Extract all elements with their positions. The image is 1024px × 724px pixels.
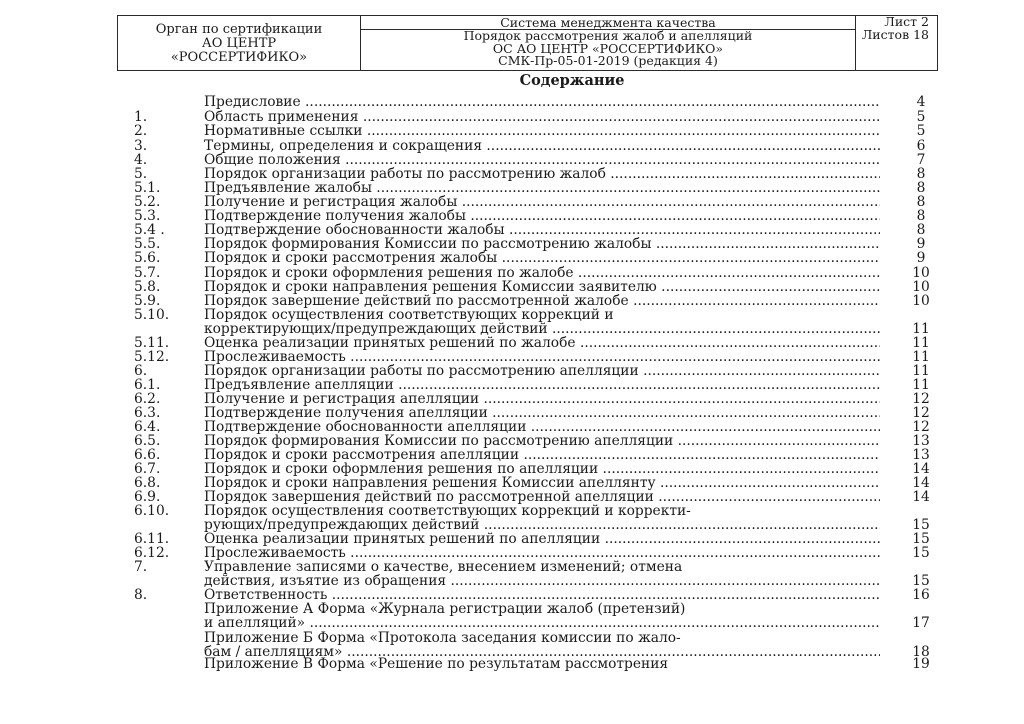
toc-entry-page: 15	[912, 531, 930, 547]
toc-entry-number: 5.7.	[134, 265, 161, 281]
toc-entry-text: Приложение В Форма «Решение по результатам рассмотрения	[204, 657, 669, 672]
org-line-2: АО ЦЕНТР	[201, 36, 277, 51]
header-organization-cell	[118, 16, 361, 70]
toc-entry[interactable]	[0, 139, 1024, 154]
toc-entry-text-line-2: действия, изъятие из обращения .....	[204, 574, 880, 589]
toc-entry[interactable]	[0, 657, 1024, 672]
toc-entry-text: Порядок осуществления соответствующих коррекций и корректи-	[204, 504, 691, 519]
toc-entry-number: 6.12.	[134, 545, 170, 561]
toc-entry-number: 5.9.	[134, 293, 161, 309]
toc-entry-page: 11	[912, 335, 930, 351]
toc-entry-text-line-2: бам / апелляциям» .....	[204, 645, 880, 660]
toc-entry-page: 9	[916, 236, 926, 252]
toc-entry-text: Оценка реализации принятых решений по жалобе .....	[204, 336, 880, 351]
toc-entry-text: Управление записями о качестве, внесением изменений; отмена	[204, 560, 683, 575]
toc-entry-text-line-2: корректирующих/предупреждающих действий .....	[204, 322, 880, 337]
toc-entry-number: 5.2.	[134, 194, 161, 210]
toc-entry-page: 8	[916, 222, 926, 238]
toc-entry-text: Порядок организации работы по рассмотрению апелляции .....	[204, 364, 880, 379]
toc-entry-number: 6.1.	[134, 377, 161, 393]
toc-entry-number: 5.4 .	[134, 222, 165, 238]
toc-entry-text: Приложение А Форма «Журнала регистрации жалоб (претензий)	[204, 602, 686, 617]
toc-entry[interactable]	[0, 95, 1024, 110]
toc-entry-continuation	[0, 616, 1024, 631]
doc-title-line-2: ОС АО ЦЕНТР «РОССЕРТИФИКО»	[492, 40, 724, 56]
toc-entry-number: 3.	[134, 138, 148, 154]
toc-entry-text: Подтверждение получения жалобы .....	[204, 209, 880, 224]
toc-entry-page: 13	[912, 433, 930, 449]
toc-entry-text: Порядок формирования Комиссии по рассмотрению жалобы .....	[204, 237, 880, 252]
toc-entry-text: Получение и регистрация апелляции .....	[204, 392, 880, 407]
toc-entry-page: 14	[912, 475, 930, 491]
toc-entry[interactable]	[0, 546, 1024, 561]
toc-entry-number: 6.6.	[134, 447, 161, 463]
sheet-number: Лист 2	[884, 14, 929, 29]
toc-entry[interactable]	[0, 124, 1024, 139]
toc-entry-number: 2.	[134, 123, 148, 139]
header-document-cell	[361, 16, 856, 70]
toc-entry-number: 5.10.	[134, 307, 170, 323]
toc-entry[interactable]	[0, 251, 1024, 266]
toc-entry-text: Подтверждение обоснованности апелляции .....	[204, 420, 880, 435]
toc-entry-page: 10	[912, 265, 930, 281]
toc-title: Содержание	[519, 72, 625, 89]
toc-entry-number: 5.1.	[134, 180, 161, 196]
doc-title-line-1: Порядок рассмотрения жалоб и апелляций	[463, 28, 753, 43]
toc-entry-number: 6.7.	[134, 461, 161, 477]
toc-entry-text: Порядок завершение действий по рассмотренной жалобе .....	[204, 294, 880, 309]
toc-entry-page: 8	[916, 180, 926, 196]
toc-entry-continuation	[0, 574, 1024, 589]
toc-entry[interactable]	[0, 588, 1024, 603]
toc-entry-number: 5.12.	[134, 349, 170, 365]
toc-entry-page: 4	[916, 94, 926, 110]
toc-entry-page: 13	[912, 447, 930, 463]
toc-entry-number: 5.11.	[134, 335, 170, 351]
toc-entry-page: 8	[916, 194, 926, 210]
toc-entry-text: Порядок и сроки рассмотрения жалобы .....	[204, 251, 880, 266]
toc-entry-page: 6	[916, 138, 926, 154]
toc-entry-page: 11	[912, 377, 930, 393]
toc-entry-number: 5.6.	[134, 250, 161, 266]
toc-entry-page: 12	[912, 405, 930, 421]
toc-entry-text-line-2: рующих/предупреждающих действий .....	[204, 518, 880, 533]
toc-entry-text: Порядок и сроки оформления решения по жалобе .....	[204, 266, 880, 281]
toc-entry-page: 5	[916, 123, 926, 139]
toc-entry-text: Подтверждение обоснованности жалобы .....	[204, 223, 880, 238]
toc-entry-page: 15	[912, 545, 930, 561]
toc-entry-text: Порядок и сроки направления решения Комиссии апеллянту .....	[204, 476, 880, 491]
toc-entry-text: Порядок осуществления соответствующих коррекций и	[204, 308, 614, 323]
toc-entry-text: Порядок завершения действий по рассмотренной апелляции .....	[204, 490, 880, 505]
toc-entry-number: 5.	[134, 166, 148, 182]
toc-entry-number: 6.3.	[134, 405, 161, 421]
toc-entry-text-line-2: и апелляций» .....	[204, 616, 880, 631]
toc-entry-text: Прослеживаемость .....	[204, 546, 880, 561]
toc-entry-number: 5.3.	[134, 208, 161, 224]
toc-entry-text: Порядок и сроки оформления решения по апелляции .....	[204, 462, 880, 477]
toc-entry-text: Порядок формирования Комиссии по рассмотрению апелляции .....	[204, 434, 880, 449]
toc-entry[interactable]	[0, 153, 1024, 168]
org-line-3: «РОССЕРТИФИКО»	[170, 50, 308, 65]
toc-entry-page: 8	[916, 166, 926, 182]
toc-entry-text: Предъявление жалобы .....	[204, 181, 880, 196]
toc-entry-number: 6.	[134, 363, 148, 379]
toc-entry-text: Порядок и сроки направления решения Комиссии заявителю .....	[204, 280, 880, 295]
system-name: Система менеджмента качества	[361, 16, 855, 30]
toc-entry-page: 14	[912, 489, 930, 505]
toc-entry-text: Нормативные ссылки .....	[204, 124, 880, 139]
toc-entry-page: 11	[912, 321, 930, 337]
toc-entry-text: Предисловие .....	[204, 95, 880, 110]
toc-entry-number: 6.8.	[134, 475, 161, 491]
toc-entry-text: Приложение Б Форма «Протокола заседания комиссии по жало-	[204, 631, 681, 646]
toc-entry-text: Прослеживаемость .....	[204, 350, 880, 365]
toc-entry-page: 15	[912, 517, 930, 533]
toc-entry-page: 9	[916, 250, 926, 266]
toc-entry-text: Порядок и сроки рассмотрения апелляции .....	[204, 448, 880, 463]
toc-entry-text: Подтверждение получения апелляции .....	[204, 406, 880, 421]
header-sheet-cell	[856, 16, 937, 70]
toc-entry-page: 12	[912, 391, 930, 407]
toc-entry-page: 11	[912, 363, 930, 379]
toc-entry-page: 11	[912, 349, 930, 365]
toc-entry-page: 15	[912, 573, 930, 589]
toc-entry-page: 10	[912, 293, 930, 309]
toc-entry-number: 6.10.	[134, 503, 170, 519]
toc-entry-page: 12	[912, 419, 930, 435]
toc-entry[interactable]	[0, 110, 1024, 125]
toc-entry-number: 6.11.	[134, 531, 170, 547]
toc-entry-page: 5	[916, 109, 926, 125]
toc-entry-page: 14	[912, 461, 930, 477]
toc-entry-text: Область применения .....	[204, 110, 880, 125]
toc-entry-page: 17	[912, 615, 930, 631]
toc-entry-text: Оценка реализации принятых решений по апелляции .....	[204, 532, 880, 547]
toc-entry-text: Предъявление апелляции .....	[204, 378, 880, 393]
toc-entry-number: 5.5.	[134, 236, 161, 252]
toc-entry-page: 7	[916, 152, 926, 168]
toc-entry-number: 8.	[134, 587, 148, 603]
toc-entry-number: 6.9.	[134, 489, 161, 505]
org-line-1: Орган по сертификации	[155, 22, 323, 37]
toc-entry-number: 6.2.	[134, 391, 161, 407]
toc-entry-page: 19	[912, 656, 930, 672]
document-header-table	[117, 15, 938, 71]
toc-entry-number: 5.8.	[134, 279, 161, 295]
toc-entry-page: 16	[912, 587, 930, 603]
toc-entry-number: 4.	[134, 152, 148, 168]
toc-entry-page: 8	[916, 208, 926, 224]
toc-entry-text: Термины, определения и сокращения .....	[204, 139, 880, 154]
toc-entry-page: 18	[912, 644, 930, 660]
toc-entry-text: Порядок организации работы по рассмотрению жалоб .....	[204, 167, 880, 182]
toc-entry-text: Общие положения .....	[204, 153, 880, 168]
toc-entry[interactable]	[0, 350, 1024, 365]
toc-entry-number: 7.	[134, 559, 148, 575]
sheets-total: Листов 18	[861, 26, 929, 42]
doc-code: СМК-Пр-05-01-2019 (редакция 4)	[498, 53, 718, 68]
toc-entry-number: 6.5.	[134, 433, 161, 449]
toc-entry-text: Ответственность .....	[204, 588, 880, 603]
toc-entry-page: 10	[912, 279, 930, 295]
toc-entry-number: 1.	[134, 109, 148, 125]
toc-entry-text: Получение и регистрация жалобы .....	[204, 195, 880, 210]
toc-entry-number: 6.4.	[134, 419, 161, 435]
